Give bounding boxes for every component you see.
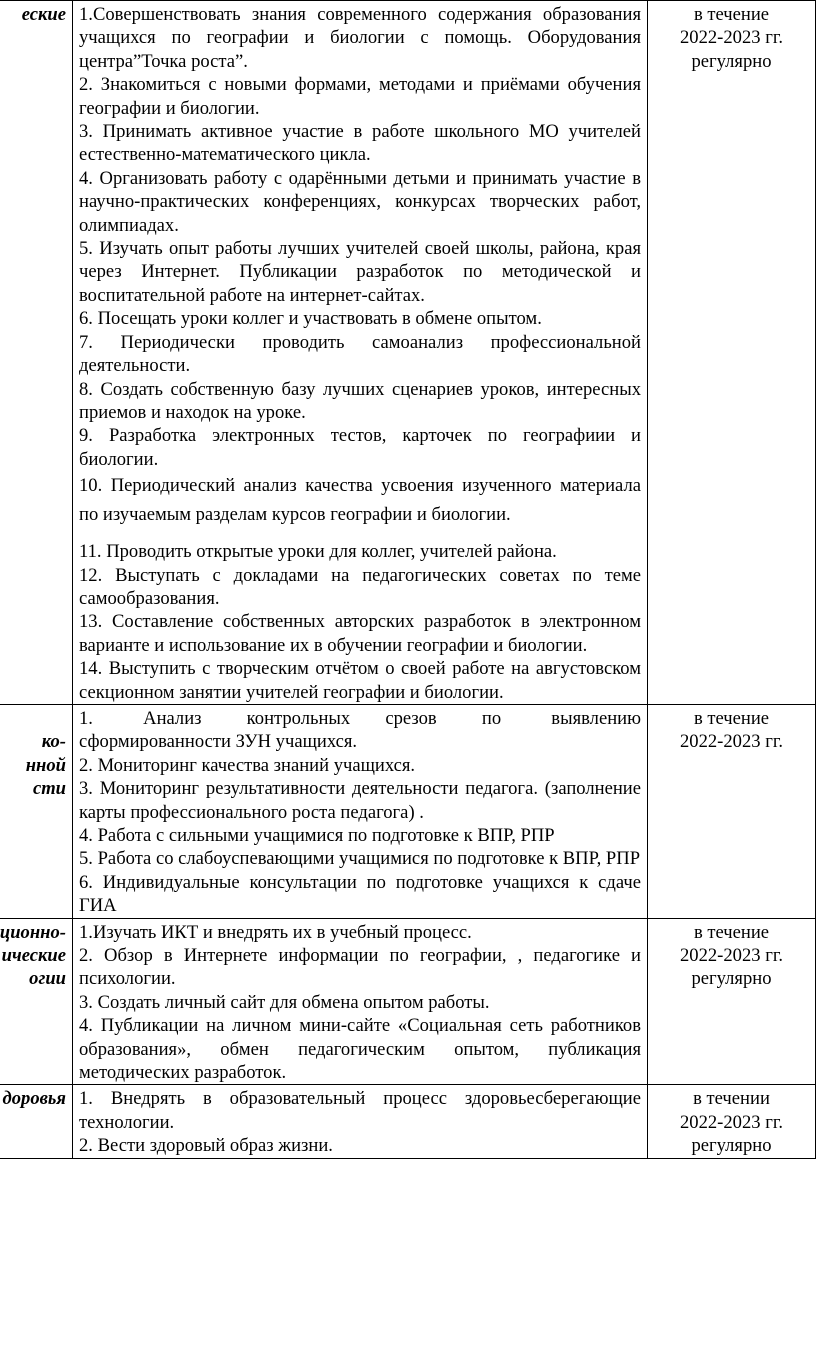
activities-cell	[73, 1, 648, 705]
list-item: 12. Выступать с докладами на педагогических советах по теме самообразования.	[79, 564, 641, 609]
term-line: регулярно	[691, 1135, 772, 1157]
list-item: 1. Анализ контрольных срезов по выявлению сформированности ЗУН учащихся.	[79, 707, 646, 753]
table-row	[0, 1085, 816, 1158]
term-line: в течение	[693, 707, 770, 729]
term-line: в течение	[693, 921, 770, 943]
list-item: 6. Индивидуальные консультации по подготовке учащихся к сдаче ГИА	[79, 871, 641, 917]
activities-cell	[73, 918, 648, 1085]
list-item: 6. Посещать уроки коллег и участвовать в обмене опытом.	[79, 308, 542, 330]
list-item: 4. Работа с сильными учащимися по подготовке к ВПР, РПР	[79, 825, 555, 846]
list-item: 2. Обзор в Интернете информации по географии, , педагогике и психологии.	[79, 945, 641, 990]
list-item: 4. Организовать работу с одарёнными детьми и принимать участие в научно-практических конференциях, конкурсах творческих работ, олимпиадах.	[79, 167, 641, 236]
term-line: 2022-2023 гг.	[679, 731, 784, 753]
list-item: 11. Проводить открытые уроки для коллег, учителей района.	[79, 541, 557, 563]
term-line: в течении	[693, 1088, 770, 1110]
category-label: ционно-	[0, 921, 66, 943]
category-label: огии	[29, 968, 66, 990]
term-cell	[648, 1, 816, 705]
term-line: 2022-2023 гг.	[679, 945, 784, 967]
list-item: 2. Вести здоровый образ жизни.	[79, 1135, 333, 1157]
category-label: сти	[32, 778, 66, 800]
list-item: 1.Совершенствовать знания современного содержания образования учащихся по географии и биологии с помощь. Оборудования центра”Точка роста”.	[79, 4, 641, 72]
category-cell	[0, 704, 73, 918]
list-item: 2. Мониторинг качества знаний учащихся.	[79, 754, 416, 776]
term-line: 2022-2023 гг.	[679, 1111, 784, 1133]
activities-cell	[73, 1085, 648, 1158]
list-item: 7. Периодически проводить самоанализ профессиональной деятельности.	[79, 331, 641, 377]
category-cell	[0, 1085, 73, 1158]
list-item: 3. Мониторинг результативности деятельности педагога. (заполнение карты профессионального роста педагога) .	[79, 778, 641, 823]
category-cell	[0, 1, 73, 705]
term-line: в течение	[693, 4, 770, 25]
term-cell	[648, 1085, 816, 1158]
category-label: нной	[25, 754, 66, 776]
category-label: доровья	[2, 1088, 66, 1110]
category-label: ические	[1, 945, 66, 967]
list-item: 3. Создать личный сайт для обмена опытом работы.	[79, 991, 490, 1013]
table-row	[0, 918, 816, 1085]
list-item: 1.Изучать ИКТ и внедрять их в учебный процесс.	[79, 921, 472, 943]
list-item: 9. Разработка электронных тестов, карточек по географиии и биологии.	[79, 425, 641, 470]
term-line: регулярно	[691, 50, 772, 72]
list-item: 1. Внедрять в образовательный процесс здоровьесберегающие технологии.	[79, 1088, 641, 1133]
list-item: 2. Знакомиться с новыми формами, методами и приёмами обучения географии и биологии.	[79, 74, 641, 119]
table-row	[0, 1, 816, 705]
list-item: 10. Периодический анализ качества усвоения изученного материала по изучаемым разделам курсов географии и биологии.	[79, 475, 641, 526]
category-label: еские	[21, 4, 66, 25]
list-item: 5. Работа со слабоуспевающими учащимися по подготовке к ВПР, РПР	[79, 848, 641, 870]
term-line: 2022-2023 гг.	[679, 27, 784, 49]
table-row	[0, 704, 816, 918]
list-item: 13. Составление собственных авторских разработок в электронном варианте и использование их в обучении географии и биологии.	[79, 611, 641, 656]
list-item: 3. Принимать активное участие в работе школьного МО учителей естественно-математического цикла.	[79, 121, 641, 166]
category-label	[0, 707, 66, 730]
term-cell	[648, 704, 816, 918]
term-cell	[648, 918, 816, 1085]
list-item: 4. Публикации на личном мини-сайте «Социальная сеть работников образования», обмен педагогическим опытом, публикация методических разработок.	[79, 1015, 641, 1084]
list-item: 8. Создать собственную базу лучших сценариев уроков, интересных приемов и находок на уроке.	[79, 378, 641, 423]
list-item: 5. Изучать опыт работы лучших учителей своей школы, района, края через Интернет. Публикации разработок по методической и воспитательной работе на интернет-сайтах.	[79, 238, 641, 306]
activities-cell	[73, 704, 648, 918]
term-line: регулярно	[691, 968, 772, 990]
list-item: 14. Выступить с творческим отчётом о своей работе на августовском секционном занятии учителей географии и биологии.	[79, 658, 641, 703]
category-label: ко-	[41, 731, 66, 753]
category-cell	[0, 918, 73, 1085]
